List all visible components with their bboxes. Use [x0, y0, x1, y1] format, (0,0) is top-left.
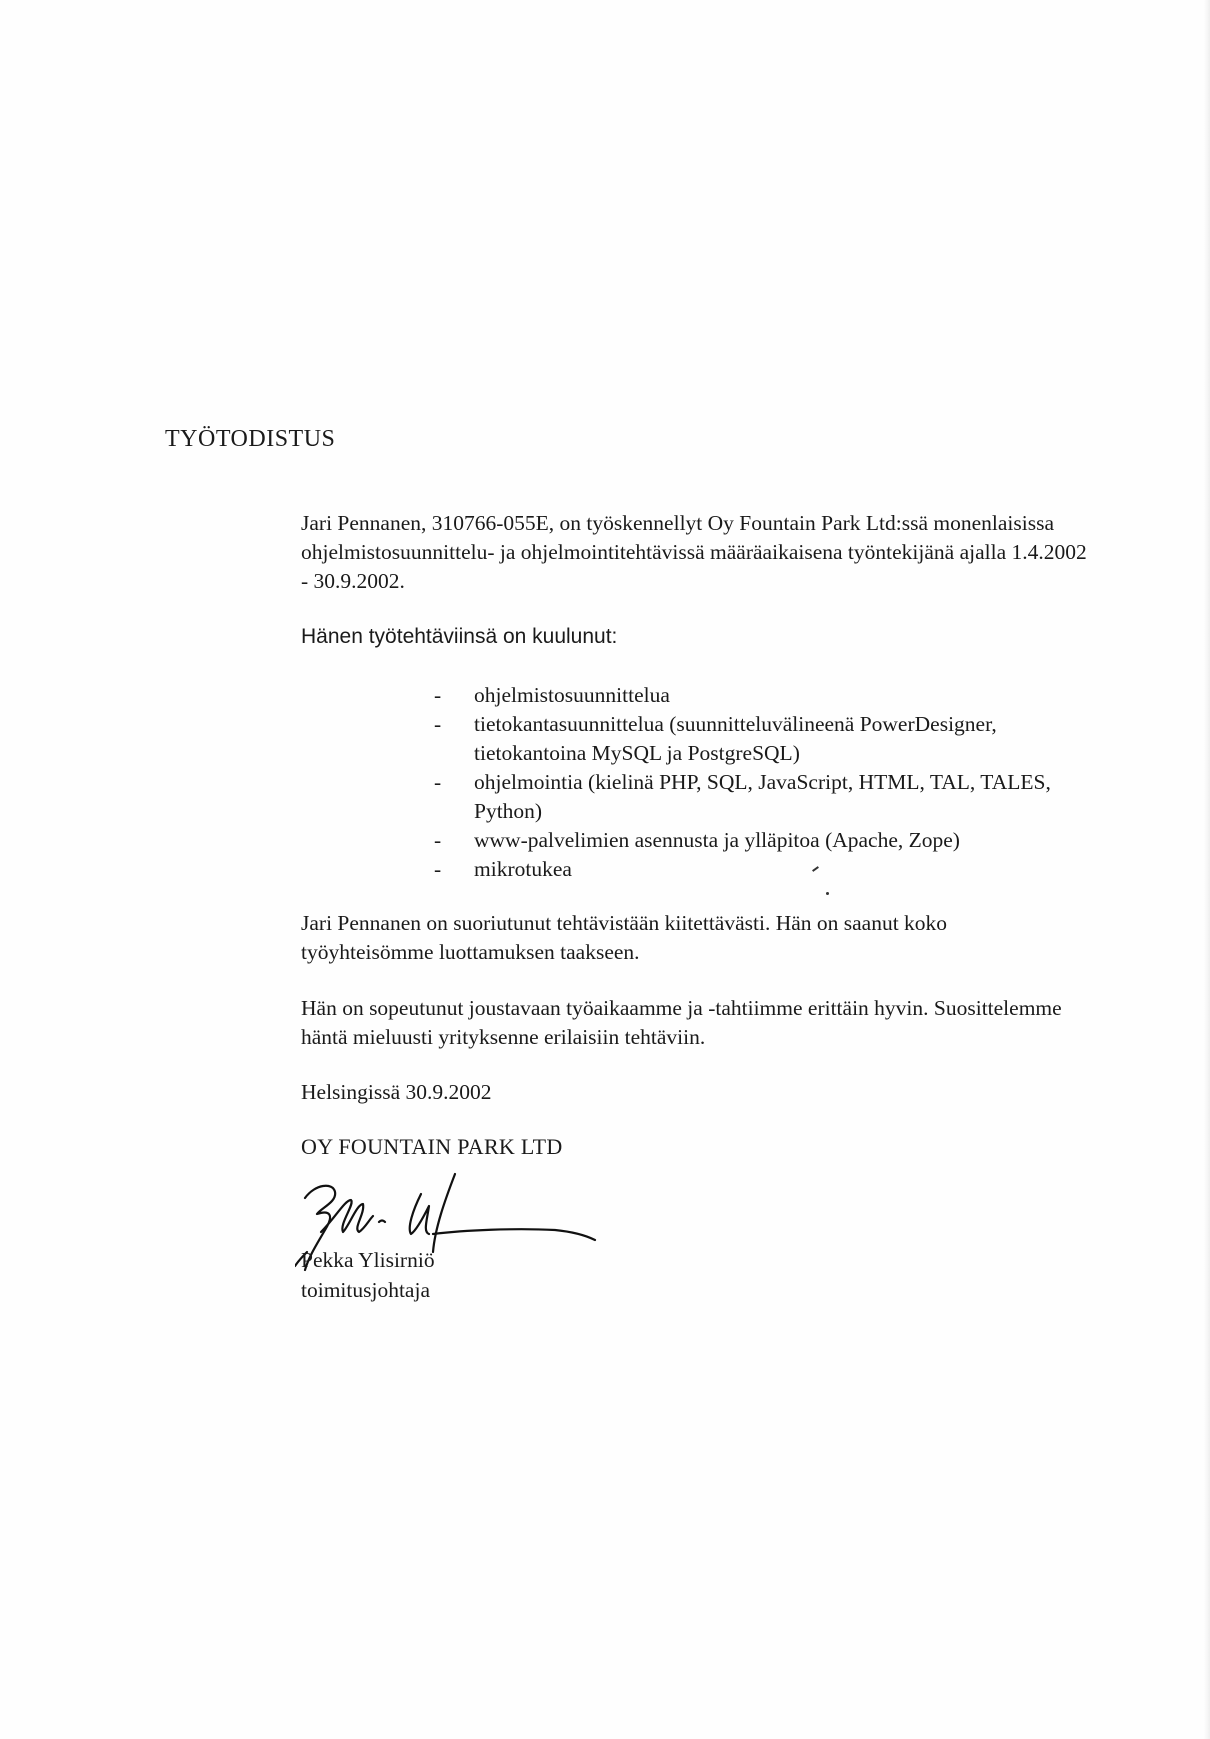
- task-item: [434, 855, 1134, 884]
- task-line: Python): [474, 799, 543, 823]
- task-item: [434, 710, 1134, 768]
- company-name: OY FOUNTAIN PARK LTD: [301, 1134, 563, 1159]
- page-edge-shadow: [1204, 0, 1210, 1739]
- place-date: Helsingissä 30.9.2002: [301, 1080, 492, 1104]
- list-dash: -: [434, 770, 442, 794]
- document-title: TYÖTODISTUS: [165, 426, 336, 452]
- task-item: [434, 826, 1134, 855]
- performance-line: Jari Pennanen on suoriutunut tehtävistään kiitettävästi. Hän on saanut koko: [301, 911, 948, 935]
- task-item: [434, 681, 1134, 710]
- intro-line: ohjelmistosuunnittelu- ja ohjelmointitehtävissä määräaikaisena työntekijänä ajalla 1.4.2002: [301, 540, 1087, 564]
- task-list: [434, 681, 1134, 884]
- task-line: mikrotukea: [474, 857, 572, 881]
- intro-paragraph: [301, 509, 1171, 596]
- recommendation-line: Hän on sopeutunut joustavaan työaikaamme ja -tahtiimme erittäin hyvin. Suosittelemme: [301, 996, 1062, 1020]
- signer-name: Pekka Ylisirniö: [301, 1248, 435, 1272]
- list-dash: -: [434, 828, 442, 852]
- performance-paragraph: [301, 909, 1171, 967]
- recommendation-paragraph: [301, 994, 1171, 1052]
- recommendation-line: häntä mieluusti yrityksenne erilaisiin tehtäviin.: [301, 1025, 706, 1049]
- list-dash: -: [434, 857, 442, 881]
- task-line: tietokantoina MySQL ja PostgreSQL): [474, 741, 800, 765]
- list-dash: -: [434, 683, 442, 707]
- task-line: tietokantasuunnittelua (suunnitteluvälineenä PowerDesigner,: [474, 712, 997, 736]
- task-item: [434, 768, 1134, 826]
- tasks-heading: Hänen työtehtäviinsä on kuulunut:: [301, 625, 618, 648]
- intro-line: Jari Pennanen, 310766-055E, on työskennellyt Oy Fountain Park Ltd:ssä monenlaisissa: [301, 511, 1055, 535]
- signer-title: toimitusjohtaja: [301, 1278, 430, 1302]
- task-line: ohjelmistosuunnittelua: [474, 683, 670, 707]
- task-line: ohjelmointia (kielinä PHP, SQL, JavaScript, HTML, TAL, TALES,: [474, 770, 1051, 794]
- stray-ink-dot: [826, 892, 829, 895]
- performance-line: työyhteisömme luottamuksen taakseen.: [301, 940, 640, 964]
- intro-line: - 30.9.2002.: [301, 569, 405, 593]
- list-dash: -: [434, 712, 442, 736]
- task-line: www-palvelimien asennusta ja ylläpitoa (Apache, Zope): [474, 828, 960, 852]
